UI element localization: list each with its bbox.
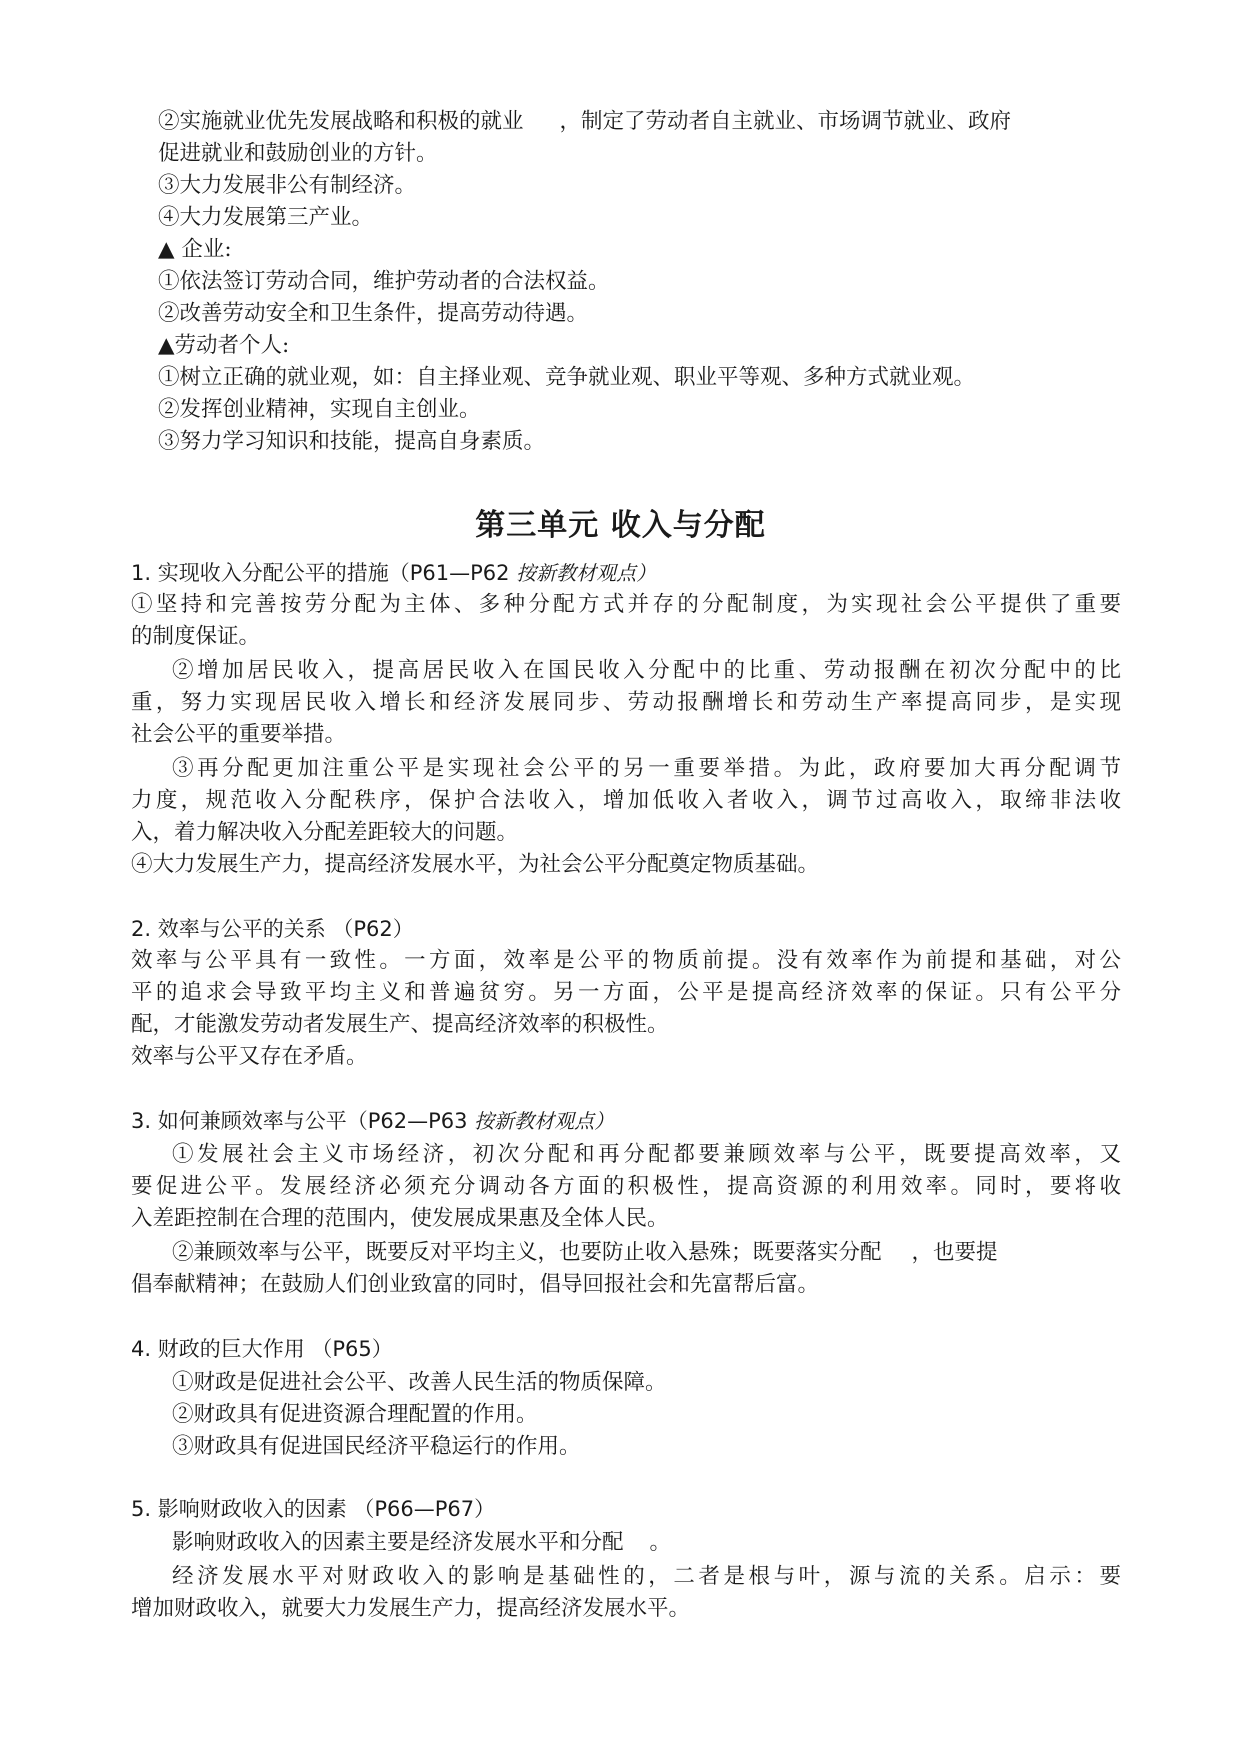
paragraph-line: 的制度保证。 <box>131 624 261 649</box>
heading-note: 按新教材观点） <box>516 561 657 585</box>
paragraph-line: ③财政具有促进国民经济平稳运行的作用。 <box>172 1434 581 1459</box>
paragraph-line: ②增加居民收入，提高居民收入在国民收入分配中的比重、劳动报酬在初次分配中的比 <box>172 658 1121 683</box>
section-heading-5: 5. 影响财政收入的因素 （P66—P67） <box>131 1497 496 1521</box>
paragraph-line: ④大力发展生产力，提高经济发展水平，为社会公平分配奠定物质基础。 <box>131 852 820 877</box>
section-heading-4: 4. 财政的巨大作用 （P65） <box>131 1337 393 1361</box>
paragraph-line: ①树立正确的就业观，如：自主择业观、竞争就业观、职业平等观、多种方式就业观。 <box>158 365 976 390</box>
section-heading-1 <box>131 557 656 589</box>
paragraph-line: 效率与公平具有一致性。一方面，效率是公平的物质前提。没有效率作为前提和基础，对公 <box>131 948 1121 973</box>
paragraph-line: ①坚持和完善按劳分配为主体、多种分配方式并存的分配制度，为实现社会公平提供了重要 <box>131 592 1121 617</box>
text-span: 影响财政收入的因素主要是经济发展水平和分配 <box>172 1530 624 1555</box>
paragraph-line: 倡奉献精神；在鼓励人们创业致富的同时，倡导回报社会和先富帮后富。 <box>131 1272 820 1297</box>
section-heading-2: 2. 效率与公平的关系 （P62） <box>131 917 414 941</box>
text-span: 。 <box>649 1530 672 1555</box>
paragraph-line: ①发展社会主义市场经济，初次分配和再分配都要兼顾效率与公平，既要提高效率，又 <box>172 1142 1121 1167</box>
heading-note: 按新教材观点） <box>474 1109 615 1133</box>
unit-title: 第三单元 收入与分配 <box>475 508 766 543</box>
paragraph-line: ④大力发展第三产业。 <box>158 205 374 230</box>
paragraph-line: ②改善劳动安全和卫生条件，提高劳动待遇。 <box>158 301 589 326</box>
paragraph-line: 增加财政收入，就要大力发展生产力，提高经济发展水平。 <box>131 1596 691 1621</box>
paragraph-line: 重，努力实现居民收入增长和经济发展同步、劳动报酬增长和劳动生产率提高同步，是实现 <box>131 690 1121 715</box>
text-span: ②实施就业优先发展战略和积极的就业 <box>158 109 524 134</box>
paragraph-line: 平的追求会导致平均主义和普遍贫穷。另一方面，公平是提高经济效率的保证。只有公平分 <box>131 980 1121 1005</box>
paragraph-line: 社会公平的重要举措。 <box>131 722 347 747</box>
text-span: ，也要提 <box>911 1240 998 1265</box>
paragraph-line: 入，着力解决收入分配差距较大的问题。 <box>131 820 519 845</box>
text-span: ，制定了劳动者自主就业、市场调节就业、政府 <box>559 109 1012 134</box>
paragraph-line: 配，才能激发劳动者发展生产、提高经济效率的积极性。 <box>131 1012 669 1037</box>
paragraph-line: 经济发展水平对财政收入的影响是基础性的，二者是根与叶，源与流的关系。启示：要 <box>172 1564 1121 1589</box>
paragraph-line: ①依法签订劳动合同，维护劳动者的合法权益。 <box>158 269 610 294</box>
paragraph-line: 促进就业和鼓励创业的方针。 <box>158 141 438 166</box>
section-heading-3 <box>131 1105 614 1137</box>
text-span: ②兼顾效率与公平，既要反对平均主义，也要防止收入悬殊；既要落实分配 <box>172 1240 882 1265</box>
paragraph-line: 入差距控制在合理的范围内，使发展成果惠及全体人民。 <box>131 1206 669 1231</box>
paragraph-line <box>158 106 1120 138</box>
paragraph-line: ③再分配更加注重公平是实现社会公平的另一重要举措。为此，政府要加大再分配调节 <box>172 756 1121 781</box>
paragraph-line: 要促进公平。发展经济必须充分调动各方面的积极性，提高资源的利用效率。同时，要将收 <box>131 1174 1121 1199</box>
heading-text: 1. 实现收入分配公平的措施（P61—P62 <box>131 561 510 585</box>
paragraph-line: ③大力发展非公有制经济。 <box>158 173 417 198</box>
paragraph-line: 力度，规范收入分配秩序，保护合法收入，增加低收入者收入，调节过高收入，取缔非法收 <box>131 788 1121 813</box>
paragraph-line: ②发挥创业精神，实现自主创业。 <box>158 397 481 422</box>
paragraph-line: 效率与公平又存在矛盾。 <box>131 1044 368 1069</box>
heading-text: 3. 如何兼顾效率与公平（P62—P63 <box>131 1109 468 1133</box>
paragraph-line: ③努力学习知识和技能，提高自身素质。 <box>158 429 546 454</box>
paragraph-line: ②财政具有促进资源合理配置的作用。 <box>172 1402 538 1427</box>
paragraph-line: ①财政是促进社会公平、改善人民生活的物质保障。 <box>172 1370 667 1395</box>
subheading-worker: ▲劳动者个人: <box>158 333 290 358</box>
paragraph-line <box>172 1237 1121 1269</box>
subheading-enterprise: ▲ 企业: <box>158 237 232 262</box>
paragraph-line <box>172 1527 671 1559</box>
